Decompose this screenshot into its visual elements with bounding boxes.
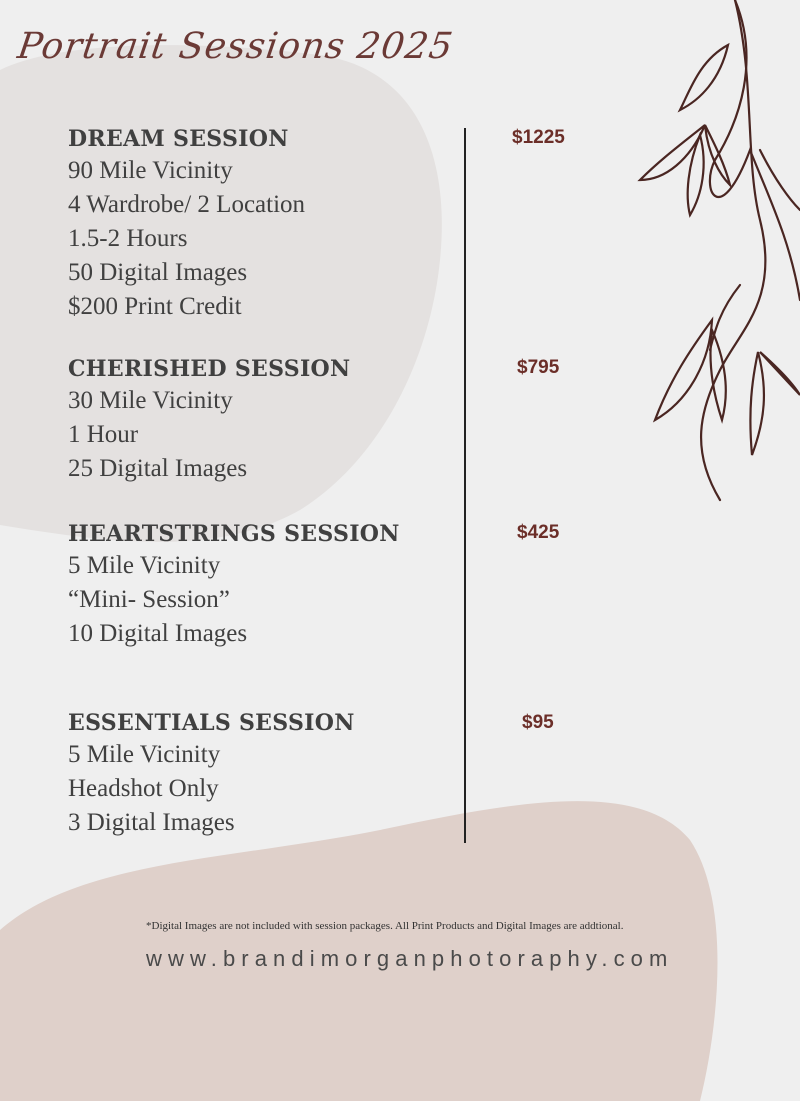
session-detail: 50 Digital Images xyxy=(68,259,248,286)
session-detail: 3 Digital Images xyxy=(68,809,235,836)
session-detail: “Mini- Session” xyxy=(68,586,230,613)
session-detail: 30 Mile Vicinity xyxy=(68,387,233,414)
session-price: $795 xyxy=(517,357,560,378)
session-detail: Headshot Only xyxy=(68,775,219,802)
session-price: $425 xyxy=(517,522,560,543)
session-name: DREAM SESSION xyxy=(68,126,289,152)
session-detail: 90 Mile Vicinity xyxy=(68,157,233,184)
session-detail: 4 Wardrobe/ 2 Location xyxy=(68,191,306,218)
leaf-branch-illustration xyxy=(640,0,800,500)
page-title: Portrait Sessions 2025 xyxy=(15,26,456,67)
website-link[interactable]: www.brandimorganphotoraphy.com xyxy=(146,946,674,971)
session-detail: 1 Hour xyxy=(68,421,139,448)
session-detail: $200 Print Credit xyxy=(68,293,242,320)
session-detail: 5 Mile Vicinity xyxy=(68,741,221,768)
session-detail: 25 Digital Images xyxy=(68,455,248,482)
session-dream xyxy=(68,126,305,324)
session-price: $1225 xyxy=(512,127,565,148)
session-price: $95 xyxy=(522,712,554,733)
session-heartstrings xyxy=(68,521,400,651)
vertical-divider xyxy=(464,128,466,843)
session-cherished xyxy=(68,356,350,486)
session-detail: 5 Mile Vicinity xyxy=(68,552,221,579)
footnote: *Digital Images are not included with session packages. All Print Products and Digital Images are addtional. xyxy=(146,920,624,932)
session-detail: 1.5-2 Hours xyxy=(68,225,188,252)
session-detail: 10 Digital Images xyxy=(68,620,248,647)
session-essentials xyxy=(68,710,355,840)
session-name: HEARTSTRINGS SESSION xyxy=(68,521,400,547)
session-name: ESSENTIALS SESSION xyxy=(68,710,355,736)
session-name: CHERISHED SESSION xyxy=(68,356,351,382)
